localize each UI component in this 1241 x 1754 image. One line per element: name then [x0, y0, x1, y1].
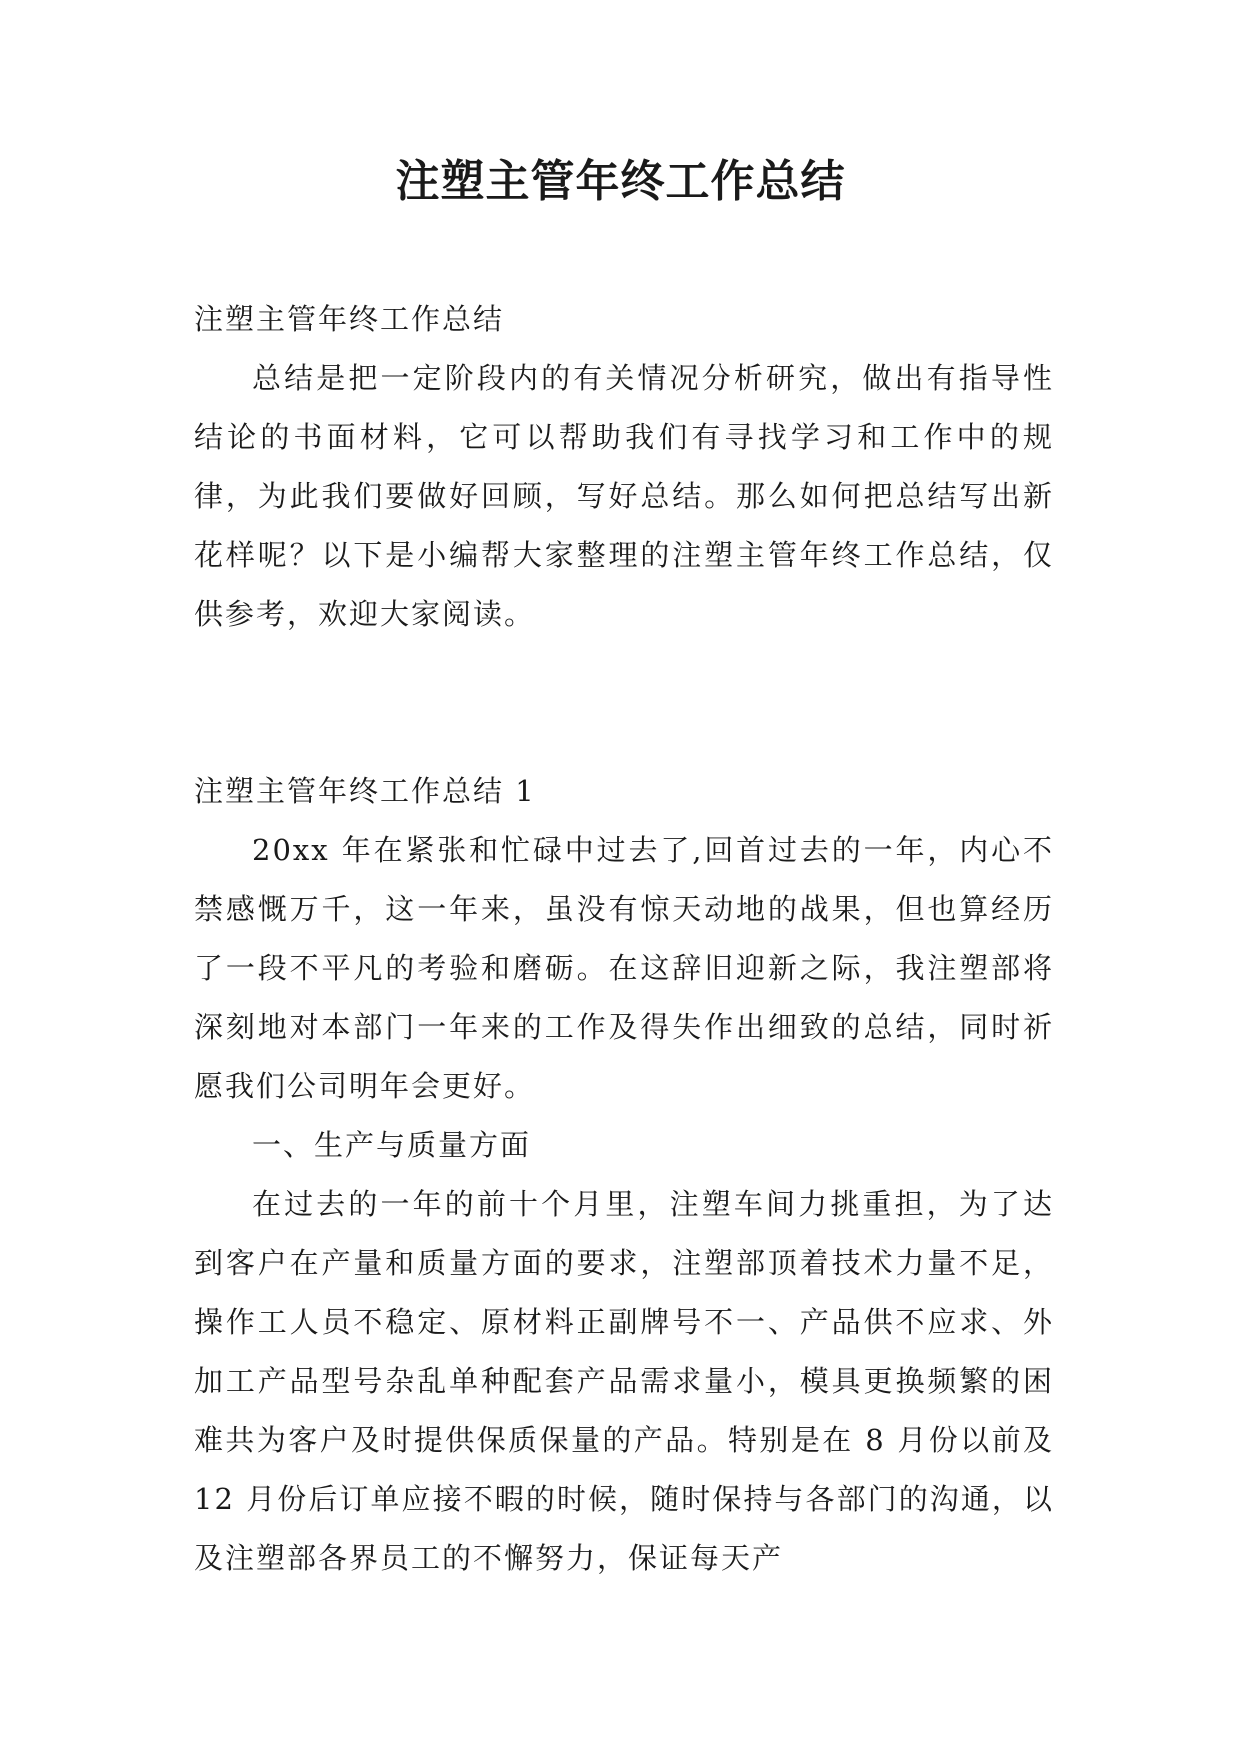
body-paragraph: 在过去的一年的前十个月里，注塑车间力挑重担，为了达到客户在产量和质量方面的要求，注塑部顶着技术力量不足，操作工人员不稳定、原材料正副牌号不一、产品供不应求、外加工产品型号杂乱单种配套产品需求量小，模具更换频繁的困难共为客户及时提供保质保量的产品。特别是在 8 月份以前及 12 月份后订单应接不暇的时候，随时保持与各部门的沟通，以及注塑部各界员工的不懈努力，保证每天产: [194, 1187, 1054, 1575]
subheading: 一、生产与质量方面: [252, 1128, 532, 1162]
body-paragraph: 20xx 年在紧张和忙碌中过去了,回首过去的一年，内心不禁感慨万千，这一年来，虽没有惊天动地的战果，但也算经历了一段不平凡的考验和磨砺。在这辞旧迎新之际，我注塑部将深刻地对本部门一年来的工作及得失作出细致的总结，同时祈愿我们公司明年会更好。: [194, 833, 1054, 1103]
intro-heading: 注塑主管年终工作总结: [194, 302, 505, 336]
section-heading: 注塑主管年终工作总结 1: [194, 774, 536, 808]
document-body: [194, 290, 1054, 1588]
section-spacer: [194, 644, 1054, 762]
intro-paragraph: 总结是把一定阶段内的有关情况分析研究，做出有指导性结论的书面材料，它可以帮助我们有寻找学习和工作中的规律，为此我们要做好回顾，写好总结。那么如何把总结写出新花样呢？以下是小编帮大家整理的注塑主管年终工作总结，仅供参考，欢迎大家阅读。: [194, 361, 1054, 631]
document-title: 注塑主管年终工作总结: [395, 156, 846, 207]
